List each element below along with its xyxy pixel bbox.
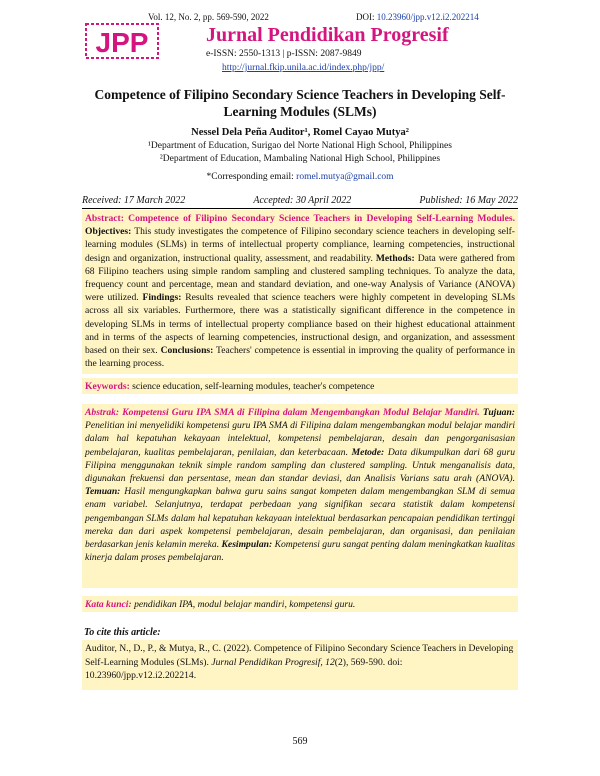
temuan-text: Hasil mengungkapkan bahwa guru sains sangat kompeten dalam mengembangkan SLM di semua enam variabel. Selanjutnya, terdapat perbedaan yang signifikan secara statistik dalam kompetensi pengembangan SLMs dalam hal kepatuhan kekayaan intelektual berdasarkan pencapaian pendidikan tertinggi mereka dan dari aspek kompetensi pembelajaran, desain pembelajaran, dan organisasi, dan penilaian berdasarkan jenis kelamin mereka. xyxy=(85,486,515,551)
citation-journal: Jurnal Pendidikan Progresif, 12 xyxy=(211,656,335,668)
authors: Nessel Dela Peña Auditor¹, Romel Cayao Mutya² xyxy=(191,127,409,138)
tujuan-label: Tujuan: xyxy=(482,407,515,418)
page-number: 569 xyxy=(292,736,308,747)
objectives-text: This study investigates the competence of Filipino secondary science teachers in developing self-learning modules (SLMs) in terms of intellectual property compliance, learning competencies, instructional design and organization, instructional quality, assessment, and readability. xyxy=(85,226,515,264)
journal-title: Jurnal Pendidikan Progresif xyxy=(206,24,449,46)
objectives-label: Objectives: xyxy=(85,226,132,238)
conclusions-text: Teachers' competence is essential in improving the quality of performance in the learning process. xyxy=(85,345,515,370)
abstract-heading: Abstract: Competence of Filipino Secondary Science Teachers in Developing Self-Learning Modules. xyxy=(85,213,515,224)
article-dates xyxy=(82,195,518,209)
tujuan-text: Penelitian ini menyelidiki kompetensi guru IPA SMA di Filipina dalam mengembangkan modul belajar mandiri dalam hal kepatuhan kekayaan intelektual, kompetensi pembelajaran, desain dan pengorganisasian pembelajaran, kualitas pembelajaran, penilaian, dan keterbacaan. xyxy=(85,420,515,458)
kesimpulan-text: Kompetensi guru sangat penting dalam meningkatkan kualitas kinerja dalam proses pembelajaran. xyxy=(85,539,515,564)
logo-text: JPP xyxy=(95,27,149,58)
citation-issue: (2), 569-590. doi: 10.23960/jpp.v12.i2.202214. xyxy=(85,656,403,681)
journal-url[interactable]: http://jurnal.fkip.unila.ac.id/index.php/jpp/ xyxy=(222,63,385,73)
doi-link[interactable]: 10.23960/jpp.v12.i2.202214 xyxy=(376,12,479,22)
abstract-english xyxy=(82,210,518,374)
article-title: Competence of Filipino Secondary Science Teachers in Developing Self-Learning Modules (SLMs) xyxy=(94,87,506,119)
metode-label: Metode: xyxy=(351,446,385,458)
keywords-english xyxy=(82,378,518,394)
methods-text: Data were gathered from 68 Filipino teachers using simple random sampling and clustered sampling techniques. To analyze the data, frequency count and percentage, mean and standard deviation, and one-way Analysis of Variance (ANOVA) were utilized. xyxy=(85,252,515,304)
kata-kunci-text: pendidikan IPA, modul belajar mandiri, kompetensi guru. xyxy=(134,599,356,610)
keywords-label: Keywords: xyxy=(85,381,130,392)
volume-info: Vol. 12, No. 2, pp. 569-590, 2022 xyxy=(148,12,269,22)
doi xyxy=(356,12,479,22)
metode-text: Data dikumpulkan dari 68 guru Filipina menggunakan teknik simple random sampling dan clustered sampling. Untuk menganalisis data, digunakan frekuensi dan persentase, mean dan standar deviasi, dan Analisis Varians satu arah (ANOVA). xyxy=(85,446,516,485)
kata-kunci-label: Kata kunci: xyxy=(85,599,132,610)
keywords-indonesian xyxy=(82,596,518,612)
issn: e-ISSN: 2550-1313 | p-ISSN: 2087-9849 xyxy=(206,49,362,59)
journal-logo xyxy=(84,18,160,64)
abstrak-heading: Abstrak: Kompetensi Guru IPA SMA di Filipina dalam Mengembangkan Modul Belajar Mandiri. xyxy=(85,407,480,418)
citation-box xyxy=(82,640,518,690)
conclusions-label: Conclusions: xyxy=(160,345,214,357)
corresponding-email xyxy=(80,172,520,182)
methods-label: Methods: xyxy=(375,252,415,264)
abstract-indonesian xyxy=(82,404,518,588)
findings-text: Results revealed that science teachers were highly competent in developing SLMs across all six variables. Furthermore, there was a statistically significant difference in the competence in developing SLMs in terms of intellectual property compliance based on their highest educational attainment and in terms of the aspects of learning competencies, instructional design, and organization, and assessment based on their sex. xyxy=(85,292,515,357)
citation-text: Auditor, N., D., P., & Mutya, R., C. (2022). Competence of Filipino Secondary Science Teachers in Developing Self-Learning Modules (SLMs). xyxy=(85,643,514,668)
affiliation-1: ¹Department of Education, Surigao del Norte National High School, Philippines xyxy=(148,141,452,151)
received-date: Received: 17 March 2022 xyxy=(82,195,186,206)
doi-label: DOI: xyxy=(356,12,375,22)
kesimpulan-label: Kesimpulan: xyxy=(221,539,273,551)
temuan-label: Temuan: xyxy=(85,486,121,498)
email-link[interactable]: romel.mutya@gmail.com xyxy=(296,172,394,182)
keywords-text: science education, self-learning modules, teacher's competence xyxy=(132,381,375,392)
published-date: Published: 16 May 2022 xyxy=(419,195,518,206)
affiliation-2: ²Department of Education, Mambaling National High School, Philippines xyxy=(159,154,441,164)
accepted-date: Accepted: 30 April 2022 xyxy=(253,195,352,206)
findings-label: Findings: xyxy=(142,292,182,304)
corresponding-label: *Corresponding email: xyxy=(206,172,294,182)
citation-heading: To cite this article: xyxy=(84,627,161,638)
